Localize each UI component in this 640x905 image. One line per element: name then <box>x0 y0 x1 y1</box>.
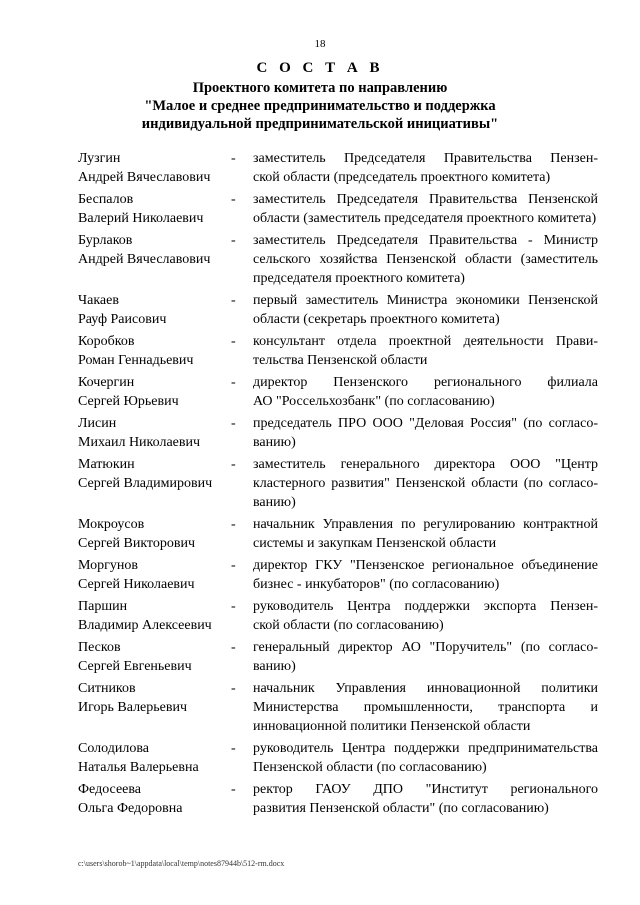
document-title: С О С Т А В <box>256 60 384 76</box>
member-dash-spacer <box>231 616 253 635</box>
member-dash: - <box>231 681 236 696</box>
member-row <box>78 717 598 736</box>
member-row <box>78 758 598 777</box>
member-given-names: Наталья Валерьевна <box>78 760 199 775</box>
member-row <box>78 638 598 657</box>
member-position-line: ректор ГАОУ ДПО "Институт регионального <box>253 782 598 797</box>
member-position-line: первый заместитель Министра экономики Пензенской <box>253 293 598 308</box>
member-dash-spacer <box>231 269 253 288</box>
member-row <box>78 291 598 310</box>
member-given-names: Сергей Евгеньевич <box>78 659 192 674</box>
member-dash: - <box>231 741 236 756</box>
member-position-line: председатель ПРО ООО "Деловая Россия" (по согласо- <box>253 416 598 431</box>
member-row <box>78 657 598 676</box>
member-entry <box>78 597 598 635</box>
member-row <box>78 250 598 269</box>
member-surname: Ситников <box>78 681 136 696</box>
member-row <box>78 209 598 228</box>
member-position-line: ванию) <box>253 435 296 450</box>
member-dash: - <box>231 416 236 431</box>
member-row <box>78 474 598 493</box>
member-surname: Федосеева <box>78 782 142 797</box>
member-position-line: ской области (председатель проектного комитета) <box>253 170 551 185</box>
member-row <box>78 231 598 250</box>
member-entry <box>78 149 598 187</box>
member-dash-spacer <box>231 250 253 269</box>
member-row <box>78 515 598 534</box>
subtitle-line-3: индивидуальной предпринимательской инициативы" <box>141 116 499 132</box>
member-position-line: Пензенской области (по согласованию) <box>253 760 487 775</box>
member-surname: Песков <box>78 640 121 655</box>
member-position-line: руководитель Центра поддержки предпринимательства <box>253 741 598 756</box>
member-position-line: АО "Россельхозбанк" (по согласованию) <box>253 394 495 409</box>
subtitle-line-1: Проектного комитета по направлению <box>192 80 448 96</box>
member-entry <box>78 190 598 228</box>
member-entry <box>78 679 598 736</box>
member-row <box>78 597 598 616</box>
member-surname: Бурлаков <box>78 233 133 248</box>
member-position-line: сельского хозяйства Пензенской области (заместитель <box>253 252 598 267</box>
member-given-names: Сергей Николаевич <box>78 577 195 592</box>
member-dash: - <box>231 375 236 390</box>
member-row <box>78 310 598 329</box>
member-position-line: заместитель Председателя Правительства Пензенской <box>253 192 598 207</box>
member-dash: - <box>231 599 236 614</box>
member-position-line: кластерного развития" Пензенской области (по согласо- <box>253 476 598 491</box>
member-dash: - <box>231 192 236 207</box>
member-surname: Матюкин <box>78 457 135 472</box>
member-dash-spacer <box>231 474 253 493</box>
member-row <box>78 493 598 512</box>
member-given-names: Сергей Владимирович <box>78 476 213 491</box>
member-surname: Лузгин <box>78 151 121 166</box>
member-position-line: директор ГКУ "Пензенское региональное объединение <box>253 558 598 573</box>
member-dash-spacer <box>231 310 253 329</box>
member-position-line: бизнес - инкубаторов" (по согласованию) <box>253 577 500 592</box>
member-row <box>78 149 598 168</box>
member-dash-spacer <box>231 758 253 777</box>
member-surname: Кочергин <box>78 375 135 390</box>
member-surname: Коробков <box>78 334 135 349</box>
member-row <box>78 556 598 575</box>
member-dash-spacer <box>231 575 253 594</box>
member-entry <box>78 332 598 370</box>
member-dash-spacer <box>231 493 253 512</box>
member-dash: - <box>231 640 236 655</box>
member-row <box>78 679 598 698</box>
member-position-line: начальник Управления по регулированию контрактной <box>253 517 598 532</box>
member-dash-spacer <box>231 392 253 411</box>
member-dash-spacer <box>231 433 253 452</box>
member-position-line: области (заместитель председателя проектного комитета) <box>253 211 597 226</box>
member-dash: - <box>231 334 236 349</box>
member-surname: Солодилова <box>78 741 149 756</box>
member-position-line: заместитель Председателя Правительства - Министр <box>253 233 598 248</box>
member-given-names: Рауф Раисович <box>78 312 167 327</box>
member-surname: Паршин <box>78 599 128 614</box>
member-row <box>78 351 598 370</box>
member-row <box>78 373 598 392</box>
member-position-line: ской области (по согласованию) <box>253 618 444 633</box>
member-row <box>78 433 598 452</box>
member-entry <box>78 556 598 594</box>
member-position-line: области (секретарь проектного комитета) <box>253 312 500 327</box>
member-row <box>78 534 598 553</box>
member-entry <box>78 780 598 818</box>
member-given-names: Игорь Валерьевич <box>78 700 188 715</box>
member-dash: - <box>231 293 236 308</box>
member-surname: Мокроусов <box>78 517 145 532</box>
member-row <box>78 269 598 288</box>
member-entry <box>78 414 598 452</box>
member-position-line: развития Пензенской области" (по согласованию) <box>253 801 549 816</box>
member-entry <box>78 455 598 512</box>
member-given-names: Владимир Алексеевич <box>78 618 212 633</box>
member-row <box>78 168 598 187</box>
member-dash-spacer <box>231 717 253 736</box>
member-dash: - <box>231 233 236 248</box>
member-surname: Чакаев <box>78 293 119 308</box>
member-given-names: Андрей Вячеславович <box>78 170 211 185</box>
member-entry <box>78 231 598 288</box>
file-path-footer: c:\users\shorob~1\appdata\local\temp\notes87944b\512-rm.docx <box>78 859 285 868</box>
member-row <box>78 698 598 717</box>
member-position-line: начальник Управления инновационной политики <box>253 681 598 696</box>
member-position-line: консультант отдела проектной деятельности Прави- <box>253 334 598 349</box>
member-given-names: Сергей Юрьевич <box>78 394 179 409</box>
member-entry <box>78 373 598 411</box>
member-row <box>78 392 598 411</box>
member-dash: - <box>231 457 236 472</box>
member-entry <box>78 291 598 329</box>
member-position-line: руководитель Центра поддержки экспорта Пензен- <box>253 599 598 614</box>
page-number: 18 <box>314 38 326 50</box>
member-given-names: Валерий Николаевич <box>78 211 204 226</box>
member-position-line: ванию) <box>253 659 296 674</box>
member-name-spacer <box>78 493 231 512</box>
member-position-line: системы и закупкам Пензенской области <box>253 536 497 551</box>
member-position-line: заместитель Председателя Правительства Пензен- <box>253 151 598 166</box>
member-position-line: ванию) <box>253 495 296 510</box>
member-dash: - <box>231 517 236 532</box>
member-row <box>78 780 598 799</box>
member-name-spacer <box>78 269 231 288</box>
member-surname: Беспалов <box>78 192 134 207</box>
member-dash-spacer <box>231 209 253 228</box>
member-row <box>78 414 598 433</box>
member-position-line: инновационной политики Пензенской области <box>253 719 531 734</box>
member-dash: - <box>231 151 236 166</box>
member-row <box>78 455 598 474</box>
member-dash: - <box>231 782 236 797</box>
member-position-line: генеральный директор АО "Поручитель" (по согласо- <box>253 640 598 655</box>
member-position-line: Министерства промышленности, транспорта и <box>253 700 598 715</box>
member-position-line: директор Пензенского регионального филиала <box>253 375 598 390</box>
member-row <box>78 332 598 351</box>
member-dash-spacer <box>231 351 253 370</box>
member-dash-spacer <box>231 698 253 717</box>
member-row <box>78 575 598 594</box>
member-entry <box>78 739 598 777</box>
member-dash-spacer <box>231 168 253 187</box>
member-row <box>78 799 598 818</box>
member-position-line: председателя проектного комитета) <box>253 271 465 286</box>
subtitle-line-2: "Малое и среднее предпринимательство и поддержка <box>144 98 496 114</box>
member-entry <box>78 515 598 553</box>
member-dash-spacer <box>231 657 253 676</box>
member-position-line: тельства Пензенской области <box>253 353 428 368</box>
member-dash-spacer <box>231 799 253 818</box>
member-surname: Моргунов <box>78 558 138 573</box>
member-row <box>78 739 598 758</box>
member-dash-spacer <box>231 534 253 553</box>
member-entry <box>78 638 598 676</box>
member-given-names: Ольга Федоровна <box>78 801 183 816</box>
member-given-names: Михаил Николаевич <box>78 435 201 450</box>
member-name-spacer <box>78 717 231 736</box>
member-row <box>78 616 598 635</box>
members-list <box>78 149 598 818</box>
member-row <box>78 190 598 209</box>
member-dash: - <box>231 558 236 573</box>
member-given-names: Андрей Вячеславович <box>78 252 211 267</box>
member-position-line: заместитель генерального директора ООО "Центр <box>253 457 598 472</box>
member-given-names: Сергей Викторович <box>78 536 196 551</box>
member-surname: Лисин <box>78 416 117 431</box>
member-given-names: Роман Геннадьевич <box>78 353 194 368</box>
